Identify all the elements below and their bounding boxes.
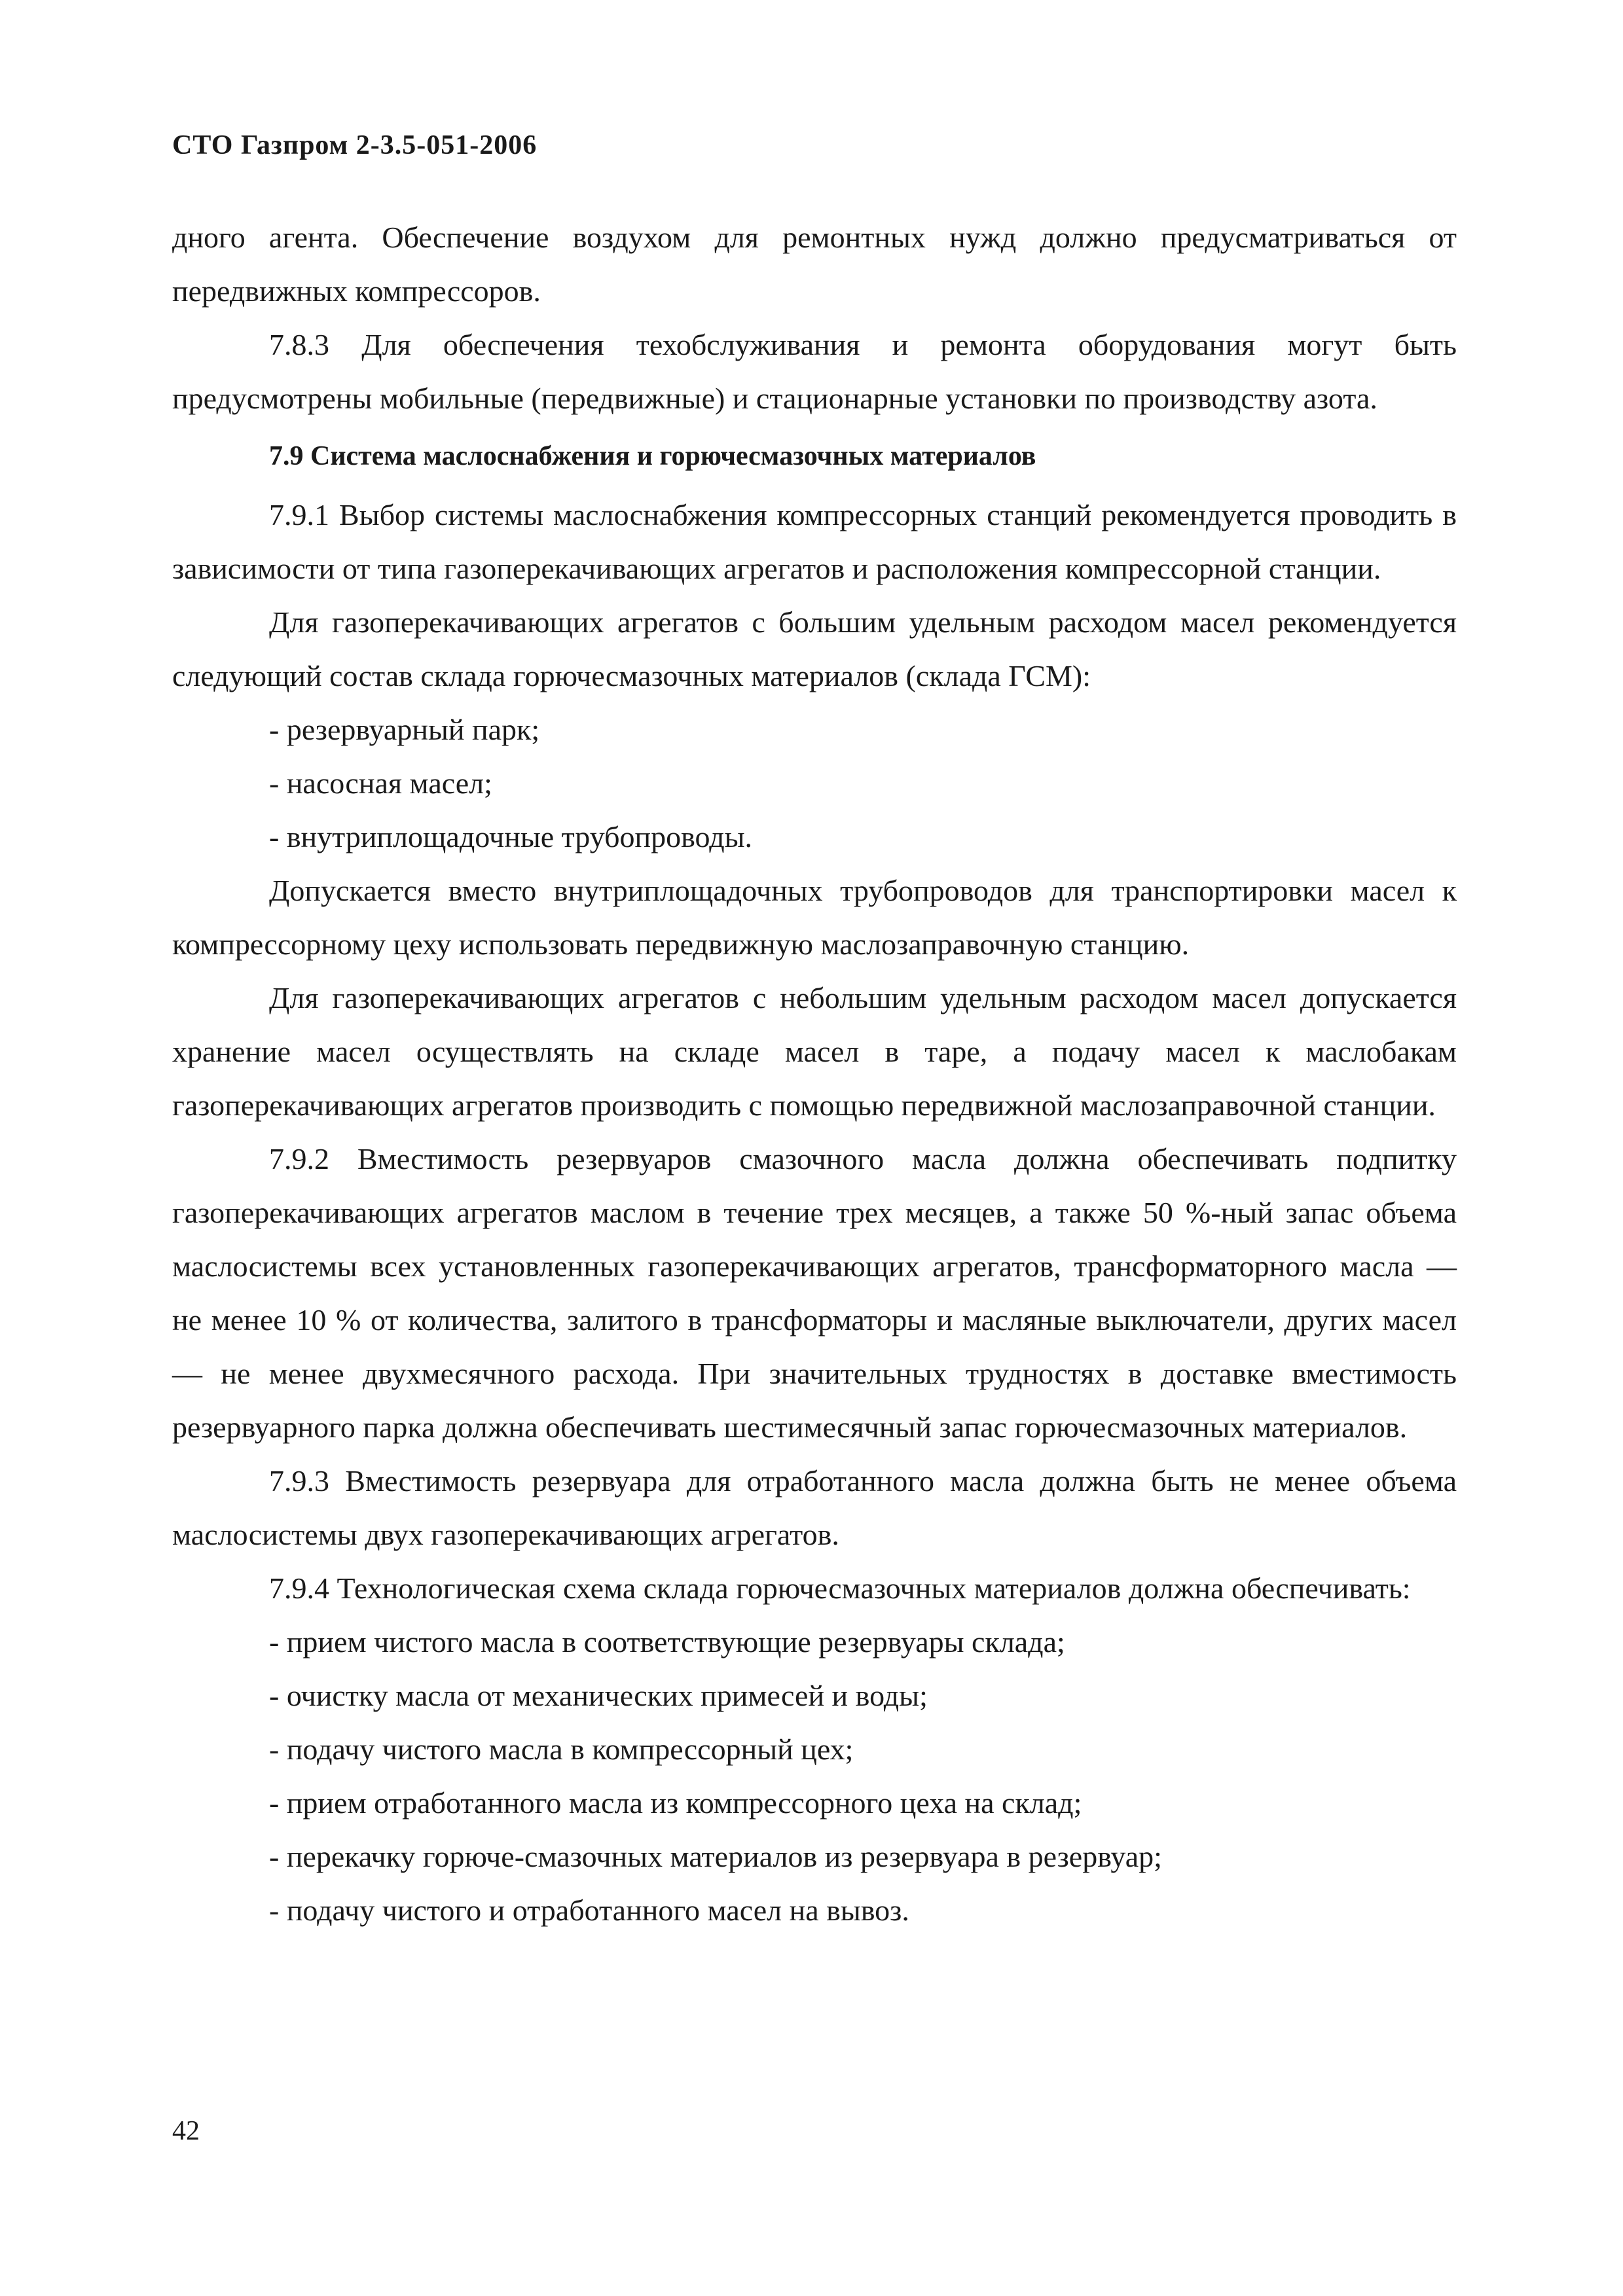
section-heading-7-9: 7.9 Система маслоснабжения и горючесмазочных материалов <box>269 441 1036 471</box>
list-item: - прием отработанного масла из компрессорного цеха на склад; <box>269 1786 1082 1820</box>
paragraph-7-9-3: 7.9.3 Вместимость резервуара для отработанного масла должна быть не менее объема маслосистемы двух газоперекачивающих агрегатов. <box>172 1464 1457 1551</box>
paragraph-continuation: дного агента. Обеспечение воздухом для ремонтных нужд должно предусматриваться от передвижных компрессоров. <box>172 221 1457 308</box>
document-body <box>172 211 1457 1937</box>
paragraph-7-9-1: 7.9.1 Выбор системы маслоснабжения компрессорных станций рекомендуется проводить в зависимости от типа газоперекачивающих агрегатов и расположения компрессорной станции. <box>172 498 1457 585</box>
list-item: - перекачку горюче-смазочных материалов из резервуара в резервуар; <box>269 1840 1162 1873</box>
paragraph-7-9-4: 7.9.4 Технологическая схема склада горючесмазочных материалов должна обеспечивать: <box>269 1571 1411 1605</box>
page-number: 42 <box>172 2116 200 2146</box>
paragraph-mobile-station: Допускается вместо внутриплощадочных трубопроводов для транспортировки масел к компрессорному цеху использовать передвижную маслозаправочную станцию. <box>172 874 1457 961</box>
list-item: - подачу чистого и отработанного масел на вывоз. <box>269 1893 909 1927</box>
paragraph-small-consumption: Для газоперекачивающих агрегатов с небольшим удельным расходом масел допускается хранение масел осуществлять на складе масел в таре, а подачу масел к маслобакам газоперекачивающих агрегатов производить с помощью передвижной маслозаправочной станции. <box>172 981 1457 1122</box>
list-item: - подачу чистого масла в компрессорный цех; <box>269 1732 854 1766</box>
paragraph-7-9-2: 7.9.2 Вместимость резервуаров смазочного масла должна обеспечивать подпитку газоперекачивающих агрегатов маслом в течение трех месяцев, а также 50 %-ный запас объема маслосистемы всех установленных газоперекачивающих агрегатов, трансформаторного масла — не менее 10 % от количества, залитого в трансформаторы и масляные выключатели, других масел — не менее двухмесячного расхода. При значительных трудностях в доставке вместимость резервуарного парка должна обеспечивать шестимесячный запас горючесмазочных материалов. <box>172 1142 1457 1444</box>
list-item: - очистку масла от механических примесей и воды; <box>269 1679 928 1712</box>
list-item: - насосная масел; <box>269 766 492 800</box>
paragraph-large-consumption: Для газоперекачивающих агрегатов с большим удельным расходом масел рекомендуется следующий состав склада горючесмазочных материалов (склада ГСМ): <box>172 605 1457 692</box>
document-header: СТО Газпром 2-3.5-051-2006 <box>172 130 538 160</box>
list-item: - прием чистого масла в соответствующие резервуары склада; <box>269 1625 1065 1659</box>
list-item: - внутриплощадочные трубопроводы. <box>269 820 752 853</box>
paragraph-7-8-3: 7.8.3 Для обеспечения техобслуживания и ремонта оборудования могут быть предусмотрены мобильные (передвижные) и стационарные установки по производству азота. <box>172 328 1457 415</box>
list-item: - резервуарный парк; <box>269 713 540 746</box>
